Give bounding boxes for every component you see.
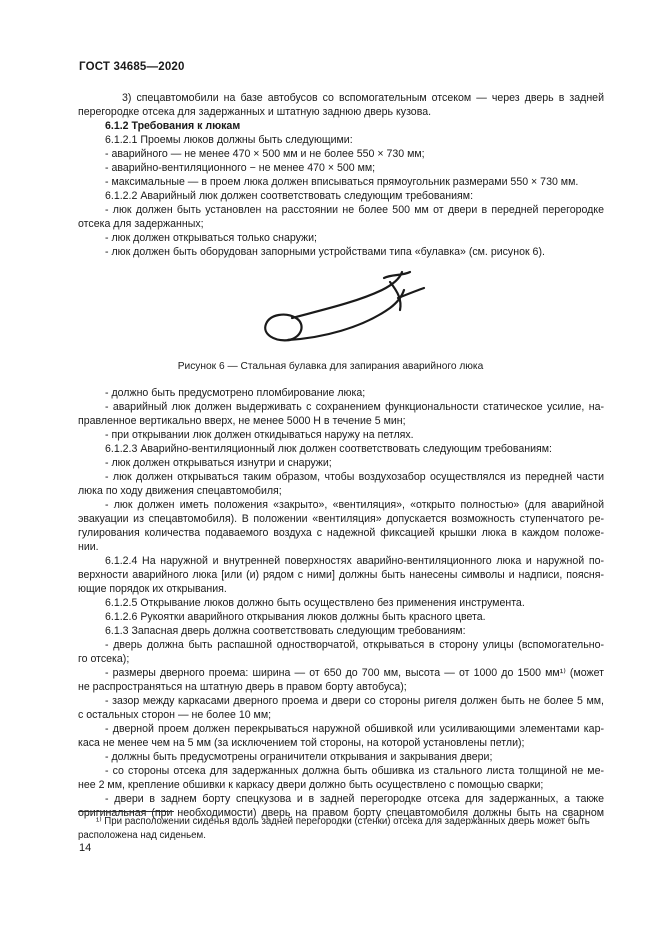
page-number: 14 (79, 842, 92, 854)
text-line: гулирования количества подаваемого воздуха с надежной фиксацией крышки люка в каждом положе- (78, 527, 604, 539)
text-line: каса не менее чем на 5 мм (за исключением той стороны, на которой установлены петли); (78, 737, 525, 749)
text-line: люка по ходу движения спецавтомобиля; (78, 485, 282, 497)
footnote-divider (78, 811, 174, 812)
text-line: 6.1.3 Запасная дверь должна соответствовать следующим требованиям: (105, 625, 466, 637)
list-item: - должно быть предусмотрено пломбирование люка; (105, 387, 366, 399)
text-line: правленное вертикально вверх, не менее 5000 Н в течение 5 мин; (78, 415, 406, 427)
list-item: - размеры дверного проема: ширина — от 650 до 700 мм, высота — от 1000 до 1500 мм¹⁾ (может (105, 667, 604, 679)
text-line: не распространяться на штатную дверь в правом борту автобуса); (78, 681, 407, 693)
list-item: - аварийного — не менее 470 × 500 мм и не более 550 × 730 мм; (105, 148, 425, 160)
figure-caption: Рисунок 6 — Стальная булавка для запирания аварийного люка (177, 361, 484, 372)
text-line: го отсека); (78, 653, 130, 665)
text-line: оригинальная (при необходимости) дверь на правом борту спецавтомобиля должны быть на сварном (78, 807, 604, 819)
list-item: - дверной проем должен перекрываться наружной обшивкой или усиливающими элементами кар- (105, 723, 604, 735)
list-item: - люк должен открываться изнутри и снаружи; (105, 457, 332, 469)
list-item: - при открывании люк должен откидываться наружу на петлях. (105, 429, 414, 441)
list-item: - люк должен быть оборудован запорными устройствами типа «булавка» (см. рисунок 6). (105, 246, 545, 258)
list-item: - двери в заднем борту спецкузова и в задней перегородке отсека для задержанных, а также (105, 793, 604, 805)
text-line: 6.1.2.2 Аварийный люк должен соответствовать следующим требованиям: (105, 190, 474, 202)
text-line: нии. (78, 541, 99, 553)
list-item: - аварийный люк должен выдерживать с сохранением функциональности статическое усилие, на- (105, 401, 604, 413)
text-line: 6.1.2.4 На наружной и внутренней поверхностях аварийно-вентиляционного люка и наружной по- (105, 555, 604, 567)
text-line: 6.1.2.5 Открывание люков должно быть осуществлено без применения инструмента. (105, 597, 525, 609)
list-item: - дверь должна быть распашной одностворчатой, открываться в сторону улицы (вспомогательно- (105, 639, 604, 651)
text-line: с остальных сторон — не более 10 мм; (78, 709, 272, 721)
text-line: ющие порядок их открывания. (78, 583, 227, 595)
text-line: 6.1.2.1 Проемы люков должны быть следующими: (105, 134, 353, 146)
footnote-line: расположена над сиденьем. (78, 830, 206, 841)
list-item: - максимальные — в проем люка должен вписываться прямоугольник размерами 550 × 730 мм. (105, 176, 579, 188)
section-heading: 6.1.2 Требования к люкам (105, 120, 241, 132)
text-line: перегородке отсека для задержанных и штатную заднюю дверь кузова. (78, 106, 432, 118)
document-header: ГОСТ 34685—2020 (79, 61, 185, 73)
list-item: - люк должен открываться таким образом, чтобы воздухозабор осуществлялся из передней части (105, 471, 604, 483)
footnote-line: ¹⁾ При расположении сиденья вдоль задней перегородки (стенки) отсека для задержанных дверь может быть (96, 816, 590, 827)
list-item: - со стороны отсека для задержанных должна быть обшивка из стального листа толщиной не ме- (105, 765, 604, 777)
text-line: нее 2 мм, крепление обшивки к каркасу двери должно быть осуществлено с помощью сварки; (78, 779, 544, 791)
list-item: - люк должен быть установлен на расстоянии не более 500 мм от двери в передней перегородке (105, 204, 604, 216)
text-line: 6.1.2.6 Рукоятки аварийного открывания люков должны быть красного цвета. (105, 611, 486, 623)
list-item: - должны быть предусмотрены ограничители открывания и закрывания двери; (105, 751, 493, 763)
list-item: - люк должен иметь положения «закрыто», «вентиляция», «открыто полностью» (для аварийной (105, 499, 604, 511)
list-item: - люк должен открываться только снаружи; (105, 232, 317, 244)
text-line: эвакуации из спецавтомобиля). В положении «вентиляция» допускается возможность ступенчатого ре- (78, 513, 604, 525)
text-line: 3) спецавтомобили на базе автобусов со вспомогательным отсеком — через дверь в задней (122, 92, 604, 104)
text-line: верхности аварийного люка [или (и) рядом с ними] должны быть нанесены символы и надписи, поясня- (78, 569, 604, 581)
list-item: - зазор между каркасами дверного проема и двери со стороны ригеля должен быть не более 5 мм, (105, 695, 604, 707)
safety-pin-drawing-icon (252, 268, 427, 350)
list-item: - аварийно-вентиляционного − не менее 470 × 500 мм; (105, 162, 376, 174)
list-item: отсека для задержанных; (78, 218, 204, 230)
text-line: 6.1.2.3 Аварийно-вентиляционный люк должен соответствовать следующим требованиям: (105, 443, 552, 455)
